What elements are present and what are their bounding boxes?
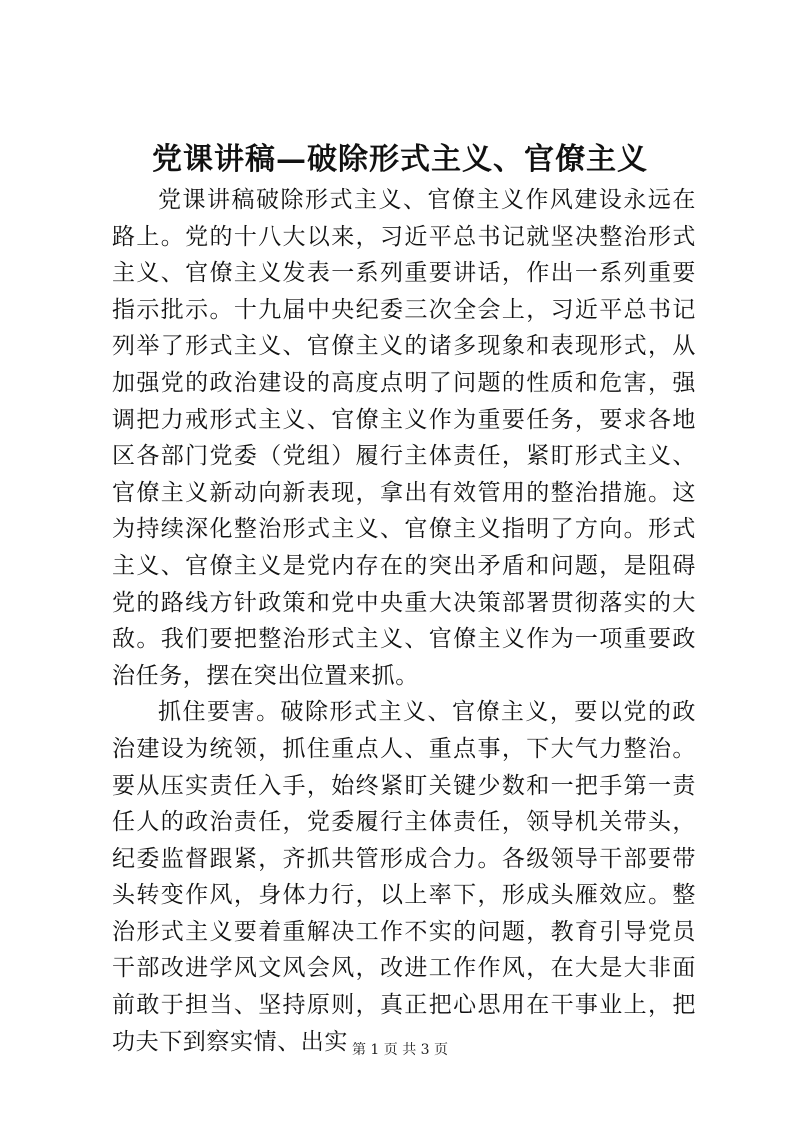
page-footer: 第 1 页 共 3 页	[351, 1042, 449, 1058]
paragraph-2: 抓住要害。破除形式主义、官僚主义，要以党的政治建设为统领，抓住重点人、重点事，下大气力整治。要从压实责任入手，始终紧盯关键少数和一把手第一责任人的政治责任，党委履行主体责任，领导机关带头，纪委监督跟紧，齐抓共管形成合力。各级领导干部要带头转变作风，身体力行，以上率下，形成头雁效应。整治形式主义要着重解决工作不实的问题，教育引导党员干部改进学风文风会风，改进工作作风，在大是大非面前敢于担当、坚持原则，真正把心思用在干事业上，把功夫下到察实情、出实	[112, 699, 696, 1055]
paragraph-1: 党课讲稿破除形式主义、官僚主义作风建设永远在路上。党的十八大以来，习近平总书记就坚决整治形式主义、官僚主义发表一系列重要讲话，作出一系列重要指示批示。十九届中央纪委三次全会上，习近平总书记列举了形式主义、官僚主义的诸多现象和表现形式，从加强党的政治建设的高度点明了问题的性质和危害，强调把力戒形式主义、官僚主义作为重要任务，要求各地区各部门党委（党组）履行主体责任，紧盯形式主义、官僚主义新动向新表现，拿出有效管用的整治措施。这为持续深化整治形式主义、官僚主义指明了方向。形式主义、官僚主义是党内存在的突出矛盾和问题，是阻碍党的路线方针政策和党中央重大决策部署贯彻落实的大敌。我们要把整治形式主义、官僚主义作为一项重要政治任务，摆在突出位置来抓。	[112, 187, 696, 689]
document-body	[112, 182, 696, 1060]
document-title: 党课讲稿—破除形式主义、官僚主义	[152, 142, 648, 177]
